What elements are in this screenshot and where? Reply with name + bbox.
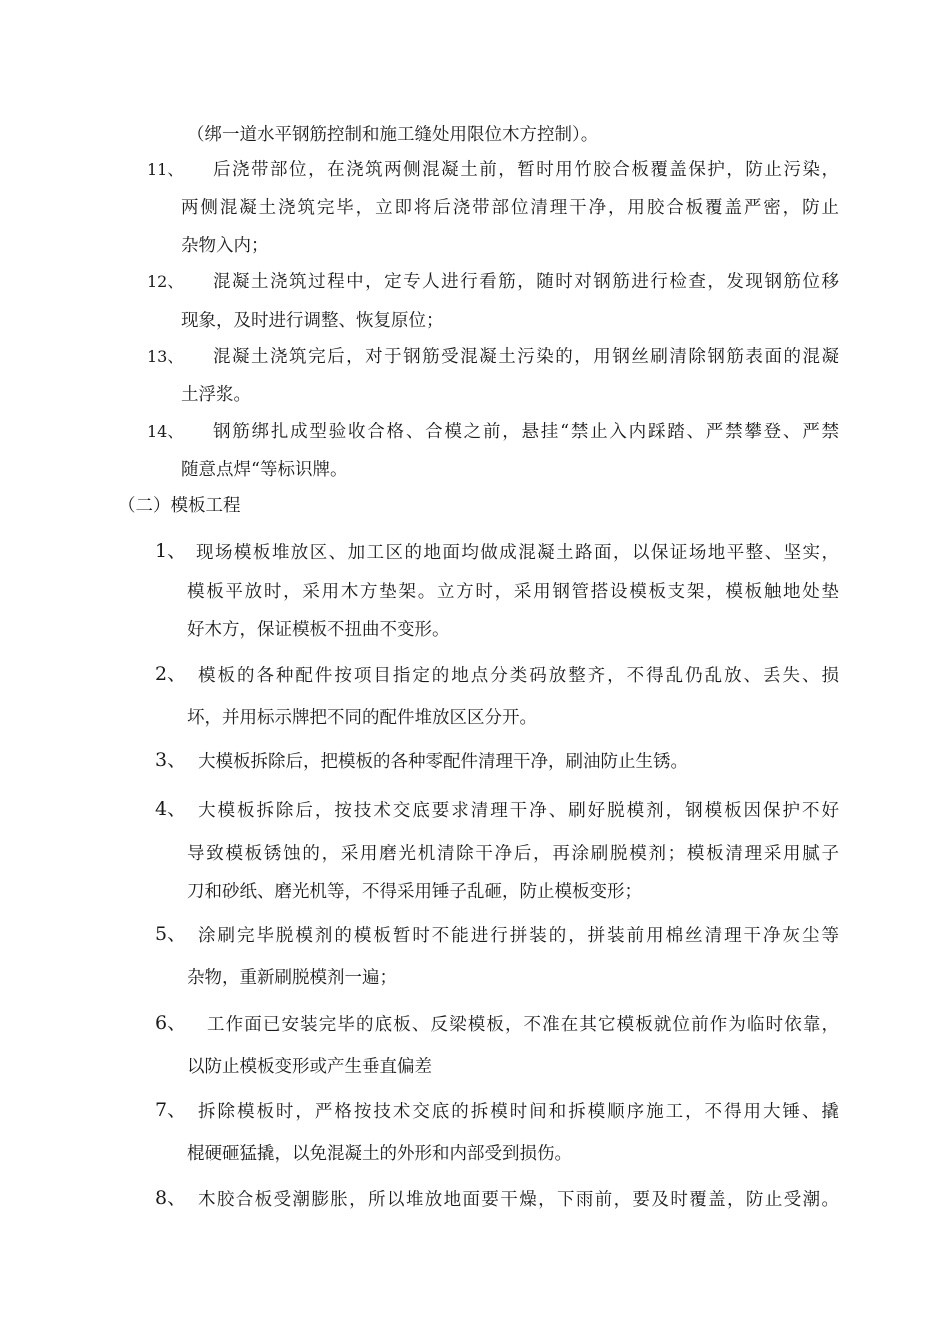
item-14-line-1: 钢筋绑扎成型验收合格、合模之前，悬挂“禁止入内踩踏、严禁攀登、严禁 xyxy=(213,422,839,442)
item-1-number: 1、 xyxy=(155,540,187,562)
item-11-number: 11、 xyxy=(147,160,184,179)
item-4-number: 4、 xyxy=(155,798,187,820)
item-5-line-1: 涂刷完毕脱模剂的模板暂时不能进行拼装的，拼装前用棉丝清理干净灰尘等 xyxy=(198,926,839,946)
item-3-line-1: 大模板拆除后，把模板的各种零配件清理干净，刷油防止生锈。 xyxy=(198,752,688,772)
item-6-number: 6、 xyxy=(155,1012,187,1034)
section-heading: （二）模板工程 xyxy=(118,496,241,516)
item-12-line-2: 现象，及时进行调整、恢复原位； xyxy=(181,311,444,331)
item-13-line-1: 混凝土浇筑完后，对于钢筋受混凝土污染的，用钢丝刷清除钢筋表面的混凝 xyxy=(213,347,839,367)
item-8-number: 8、 xyxy=(155,1187,187,1209)
item-5-number: 5、 xyxy=(155,923,187,945)
item-4-line-1: 大模板拆除后，按技术交底要求清理干净、刷好脱模剂，钢模板因保护不好 xyxy=(198,801,839,821)
item-1-line-3: 好木方，保证模板不扭曲不变形。 xyxy=(187,620,450,640)
item-13-number: 13、 xyxy=(147,347,184,366)
item-7-line-2: 棍硬砸猛撬，以免混凝土的外形和内部受到损伤。 xyxy=(187,1144,572,1164)
item-1-line-2: 模板平放时，采用木方垫架。立方时，采用钢管搭设模板支架，模板触地处垫 xyxy=(187,582,839,602)
item-7-number: 7、 xyxy=(155,1099,187,1121)
item-3-number: 3、 xyxy=(155,749,187,771)
item-4-line-2: 导致模板锈蚀的，采用磨光机清除干净后，再涂刷脱模剂；模板清理采用腻子 xyxy=(187,844,839,864)
item-2-line-2: 坏，并用标示牌把不同的配件堆放区区分开。 xyxy=(187,708,537,728)
item-4-line-3: 刀和砂纸、磨光机等，不得采用锤子乱砸，防止模板变形； xyxy=(187,882,642,902)
item-11-line-1: 后浇带部位，在浇筑两侧混凝土前，暂时用竹胶合板覆盖保护，防止污染， xyxy=(213,160,839,180)
item-5-line-2: 杂物，重新刷脱模剂一遍； xyxy=(187,968,397,988)
item-6-line-1: 工作面已安装完毕的底板、反梁模板，不准在其它模板就位前作为临时依靠， xyxy=(207,1015,839,1035)
item-11-line-3: 杂物入内； xyxy=(181,236,269,256)
item-6-line-2: 以防止模板变形或产生垂直偏差 xyxy=(187,1057,432,1077)
item-8-line-1: 木胶合板受潮膨胀，所以堆放地面要干燥，下雨前，要及时覆盖，防止受潮。 xyxy=(198,1190,839,1210)
item-13-line-2: 土浮浆。 xyxy=(181,385,251,405)
item-11-line-2: 两侧混凝土浇筑完毕，立即将后浇带部位清理干净，用胶合板覆盖严密，防止 xyxy=(181,198,839,218)
item-2-number: 2、 xyxy=(155,663,187,685)
item-14-number: 14、 xyxy=(147,422,184,441)
item-12-line-1: 混凝土浇筑过程中，定专人进行看筋，随时对钢筋进行检查，发现钢筋位移 xyxy=(213,272,839,292)
item-1-line-1: 现场模板堆放区、加工区的地面均做成混凝土路面，以保证场地平整、坚实， xyxy=(196,543,839,563)
lead-line: （绑一道水平钢筋控制和施工缝处用限位木方控制）。 xyxy=(187,125,599,145)
item-2-line-1: 模板的各种配件按项目指定的地点分类码放整齐，不得乱仍乱放、丢失、损 xyxy=(198,666,839,686)
item-14-line-2: 随意点焊“等标识牌。 xyxy=(181,460,348,480)
item-7-line-1: 拆除模板时，严格按技术交底的拆模时间和拆模顺序施工，不得用大锤、撬 xyxy=(198,1102,839,1122)
item-12-number: 12、 xyxy=(147,272,184,291)
